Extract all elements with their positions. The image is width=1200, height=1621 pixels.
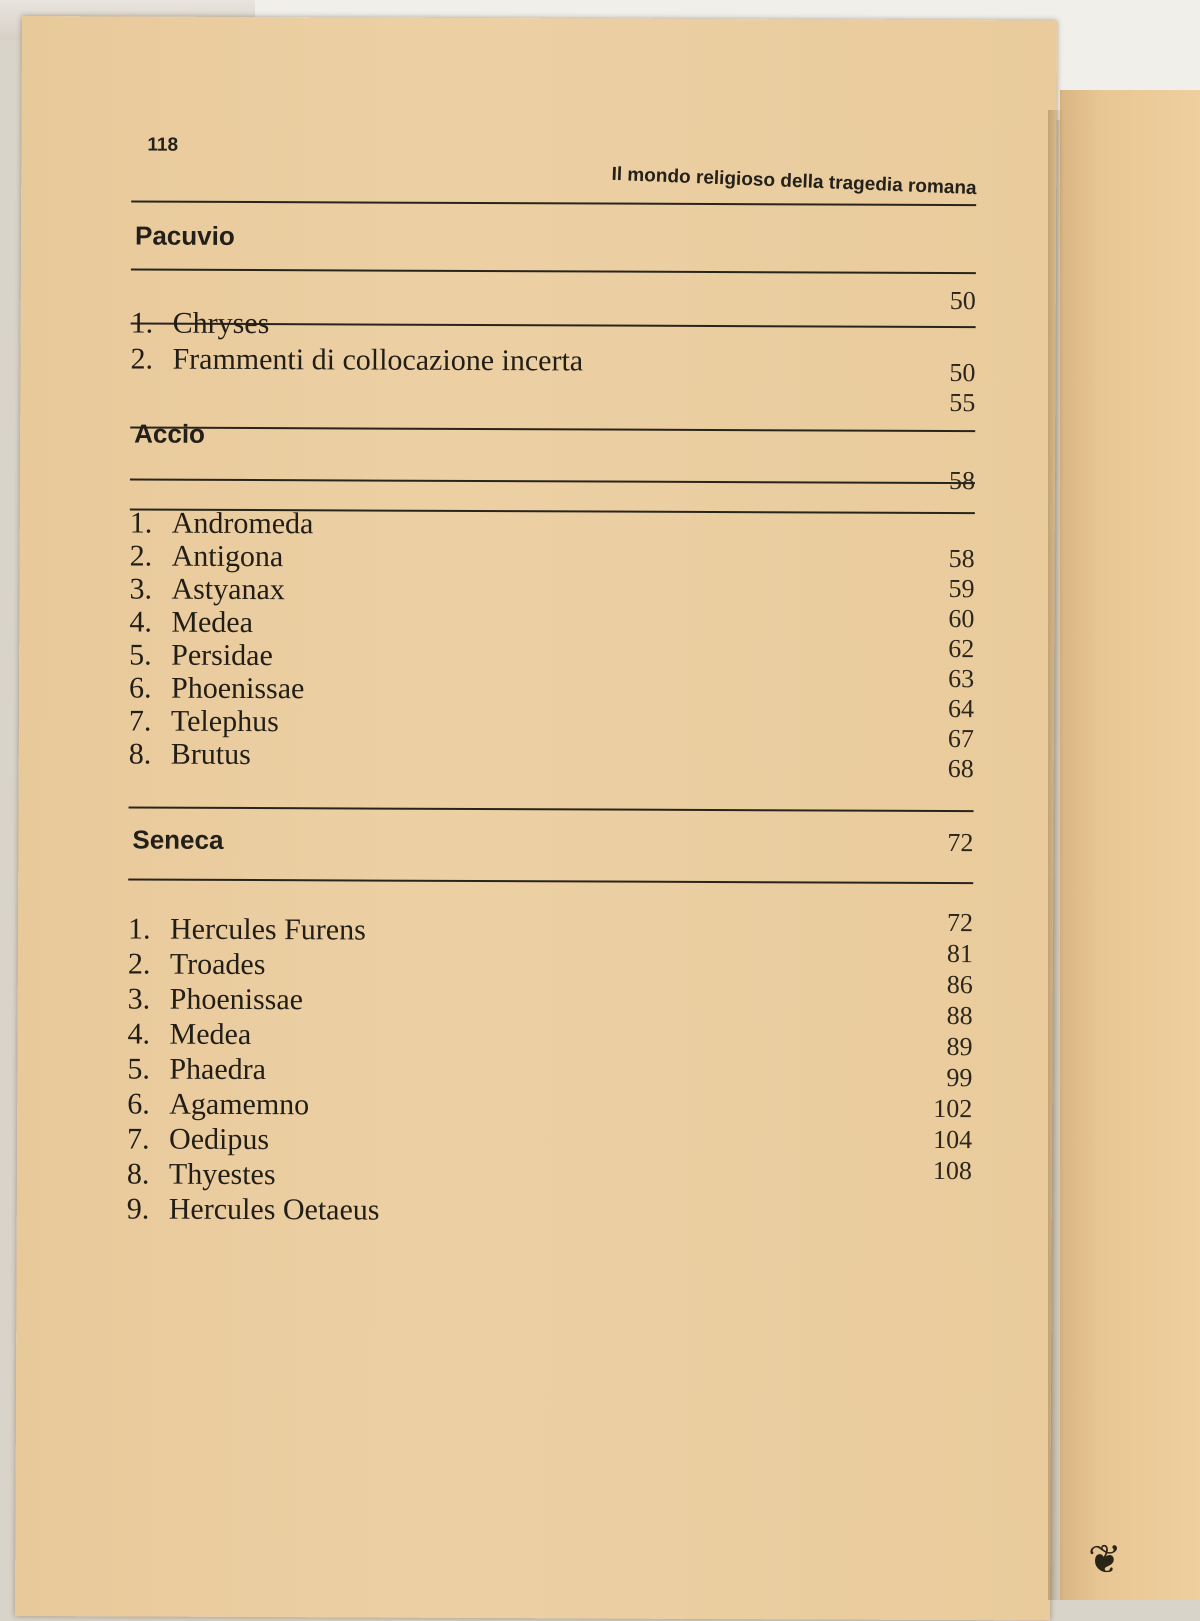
toc-entry[interactable] (129, 671, 304, 706)
toc-entry[interactable] (127, 1017, 251, 1052)
entry-page: 99 (946, 1063, 973, 1093)
entry-number: 5. (127, 1052, 150, 1086)
entry-page: 108 (932, 1155, 973, 1186)
toc-entry[interactable] (130, 539, 284, 574)
entry-title: Persidae (171, 638, 273, 673)
section-heading-pacuvio: Pacuvio (134, 220, 235, 251)
entry-number: 3. (129, 572, 153, 606)
entry-page: 81 (946, 939, 973, 969)
toc-entry[interactable] (130, 506, 314, 541)
section-rule (131, 268, 976, 274)
entry-title: Frammenti di collocazione incerta (172, 342, 584, 378)
entry-number: 7. (128, 704, 152, 738)
toc-entry[interactable] (127, 1122, 269, 1157)
toc-entry[interactable] (129, 572, 284, 607)
section-rule (131, 200, 976, 206)
entry-number: 6. (127, 1087, 150, 1121)
entry-page: 86 (946, 970, 973, 1000)
section-rule (130, 478, 975, 484)
entry-page: 102 (933, 1093, 973, 1124)
book-page (15, 16, 1057, 1621)
toc-entry[interactable] (128, 947, 266, 982)
toc-entry[interactable] (127, 1192, 380, 1227)
section-rule (128, 878, 973, 884)
entry-number: 2. (127, 947, 151, 981)
entry-title: Hercules Oetaeus (168, 1192, 380, 1227)
entry-page: 60 (948, 604, 975, 634)
page-number: 118 (147, 134, 179, 156)
entry-number: 1. (129, 506, 153, 540)
toc-entry[interactable] (129, 704, 279, 739)
entry-number: 1. (130, 306, 154, 340)
entry-title: Andromeda (171, 506, 314, 541)
entry-page: 63 (948, 664, 975, 694)
running-head: Il mondo religioso della tragedia romana (610, 163, 977, 200)
entry-page: 64 (947, 694, 975, 724)
toc-entry[interactable] (127, 1087, 309, 1122)
entry-title: Astyanax (171, 572, 285, 607)
entry-number: 7. (127, 1122, 150, 1156)
entry-page: 58 (948, 544, 975, 574)
entry-page: 72 (946, 908, 974, 938)
toc-entry[interactable] (129, 605, 253, 640)
entry-number: 9. (126, 1192, 150, 1226)
entry-title: Brutus (170, 737, 251, 772)
entry-page: 67 (947, 724, 974, 754)
printer-ornament-icon: ❦ (1088, 1537, 1122, 1582)
toc-entry[interactable] (127, 1157, 276, 1192)
entry-title: Oedipus (169, 1122, 270, 1157)
entry-number: 8. (128, 737, 152, 771)
entry-number: 4. (129, 605, 152, 639)
entry-number: 5. (129, 638, 152, 672)
toc-entry[interactable] (131, 306, 270, 341)
toc-entry[interactable] (129, 638, 273, 673)
entry-number: 3. (127, 982, 151, 1016)
entry-page: 55 (949, 388, 976, 418)
section-page-accio: 58 (948, 466, 976, 496)
section-rule (129, 806, 974, 812)
section-heading-seneca: Seneca (132, 824, 224, 855)
entry-title: Agamemno (169, 1087, 310, 1122)
section-page-seneca: 72 (947, 828, 974, 858)
section-heading-accio: Accio (134, 418, 206, 449)
entry-title: Antigona (171, 539, 284, 574)
entry-title: Troades (169, 947, 266, 982)
entry-page: 104 (933, 1124, 973, 1155)
entry-number: 6. (128, 671, 152, 705)
toc-entry[interactable] (128, 982, 303, 1017)
entry-number: 1. (127, 912, 151, 946)
entry-number: 8. (126, 1157, 150, 1191)
entry-title: Phaedra (169, 1052, 267, 1087)
entry-number: 4. (127, 1017, 151, 1051)
entry-page: 62 (948, 634, 975, 664)
entry-page: 88 (946, 1001, 973, 1031)
entry-page: 89 (946, 1032, 973, 1062)
entry-title: Thyestes (168, 1157, 276, 1192)
toc-entry[interactable] (127, 1052, 266, 1087)
entry-page: 59 (948, 574, 975, 604)
entry-title: Medea (171, 605, 254, 640)
book-gutter-shadow (1048, 110, 1064, 1600)
entry-title: Phoenissae (170, 671, 305, 706)
entry-number: 2. (130, 342, 154, 376)
facing-page (1060, 90, 1200, 1600)
entry-title: Chryses (172, 306, 270, 341)
toc-entry[interactable] (130, 342, 583, 378)
entry-page: 50 (949, 358, 976, 388)
section-page-pacuvio: 50 (949, 286, 976, 316)
entry-page: 68 (947, 754, 974, 784)
entry-title: Medea (169, 1017, 252, 1052)
entry-title: Telephus (170, 704, 279, 739)
toc-entry[interactable] (129, 737, 251, 772)
toc-entry[interactable] (128, 912, 366, 947)
entry-title: Hercules Furens (169, 912, 366, 947)
entry-title: Phoenissae (169, 982, 304, 1017)
section-rule (130, 426, 975, 432)
entry-number: 2. (129, 539, 153, 573)
